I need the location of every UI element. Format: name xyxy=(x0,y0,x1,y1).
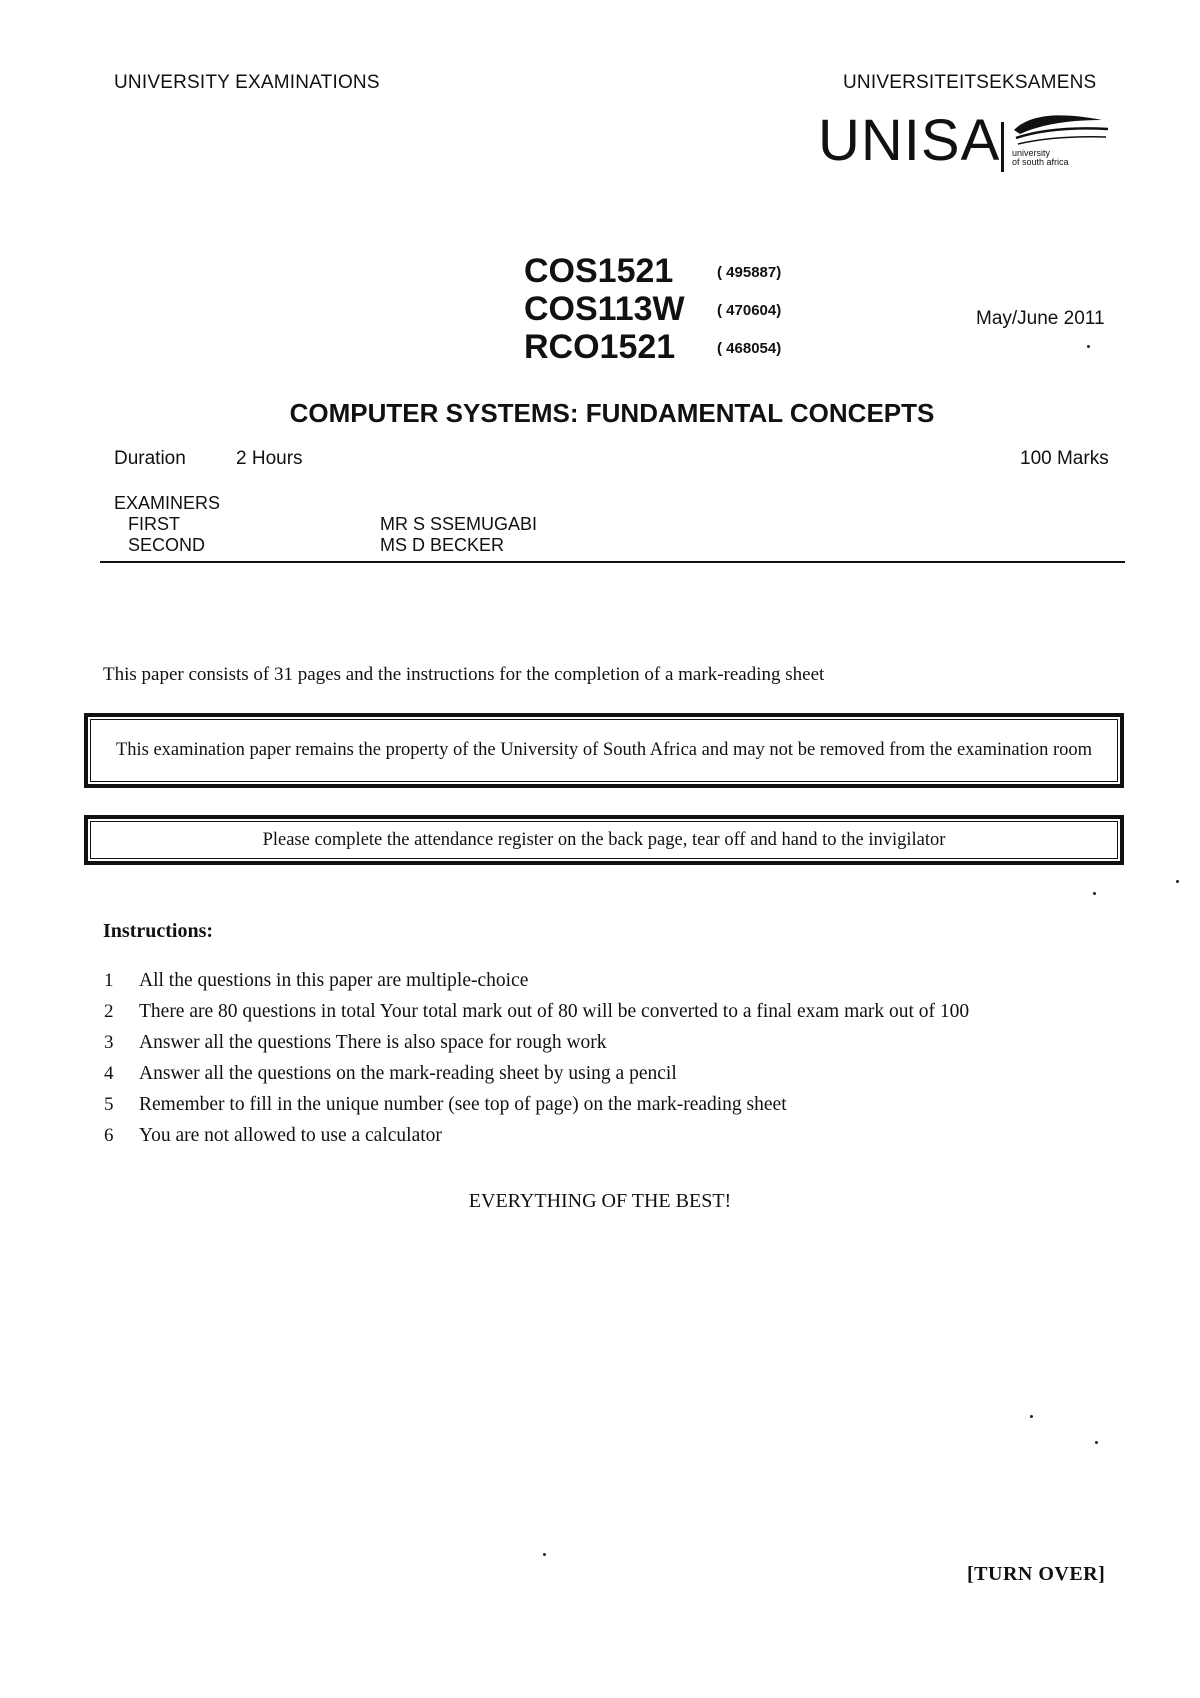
examiners-heading: EXAMINERS xyxy=(114,493,221,513)
scan-speck xyxy=(1176,880,1179,883)
instruction-number: 1 xyxy=(104,970,114,991)
instruction-number: 5 xyxy=(104,1094,114,1115)
unisa-logo: UNISA xyxy=(818,108,1001,173)
scan-speck xyxy=(1087,345,1090,348)
instruction-text: Answer all the questions on the mark-reading sheet by using a pencil xyxy=(139,1063,677,1084)
attendance-notice-text: Please complete the attendance register on the back page, tear off and hand to the invigilator xyxy=(90,821,1118,859)
scan-speck xyxy=(1030,1415,1033,1418)
first-examiner-name: MR S SSEMUGABI xyxy=(380,514,538,534)
property-notice-box xyxy=(84,713,1124,788)
instruction-number: 6 xyxy=(104,1125,114,1146)
scan-speck xyxy=(1095,1441,1098,1444)
exam-date: May/June 2011 xyxy=(976,308,1105,329)
property-notice-text: This examination paper remains the property of the University of South Africa and may not be removed from the examination room xyxy=(90,719,1118,782)
second-examiner-name: MS D BECKER xyxy=(380,535,505,555)
course-code: COS113W xyxy=(524,290,685,328)
farewell-message: EVERYTHING OF THE BEST! xyxy=(468,1190,732,1212)
course-code: RCO1521 xyxy=(524,328,676,366)
logo-divider xyxy=(1001,122,1004,172)
duration-value: 2 Hours xyxy=(236,448,303,469)
instruction-text: You are not allowed to use a calculator xyxy=(139,1125,442,1146)
instruction-text: Remember to fill in the unique number (see top of page) on the mark-reading sheet xyxy=(139,1094,787,1115)
unique-number: ( 470604) xyxy=(717,302,782,319)
course-code: COS1521 xyxy=(524,252,674,290)
header-rule xyxy=(100,561,1125,563)
instruction-text: All the questions in this paper are multiple-choice xyxy=(139,970,529,991)
header-right: UNIVERSITEITSEKSAMENS xyxy=(843,72,1097,93)
logo-subtitle-2: of south africa xyxy=(1012,157,1069,167)
instruction-number: 2 xyxy=(104,1001,114,1022)
first-examiner-label: FIRST xyxy=(128,514,180,534)
scan-speck xyxy=(1093,892,1096,895)
attendance-notice-box xyxy=(84,815,1124,865)
subject-title: COMPUTER SYSTEMS: FUNDAMENTAL CONCEPTS xyxy=(289,398,935,428)
instruction-number: 4 xyxy=(104,1063,114,1084)
instruction-text: Answer all the questions There is also space for rough work xyxy=(139,1032,607,1053)
logo-subtitle-1: university xyxy=(1012,148,1051,158)
turn-over-footer: [TURN OVER] xyxy=(967,1563,1106,1585)
instruction-text: There are 80 questions in total Your total mark out of 80 will be converted to a final exam mark out of 100 xyxy=(139,1001,970,1022)
unique-number: ( 468054) xyxy=(717,340,782,357)
total-marks: 100 Marks xyxy=(1020,448,1109,469)
duration-label: Duration xyxy=(114,448,186,469)
unique-number: ( 495887) xyxy=(717,264,782,281)
scan-speck xyxy=(543,1553,546,1556)
instruction-number: 3 xyxy=(104,1032,114,1053)
instructions-heading: Instructions: xyxy=(103,920,214,942)
header-left: UNIVERSITY EXAMINATIONS xyxy=(114,72,380,93)
paper-consists-note: This paper consists of 31 pages and the instructions for the completion of a mark-reading sheet xyxy=(103,664,825,685)
unisa-swoosh-icon xyxy=(1010,110,1110,150)
second-examiner-label: SECOND xyxy=(128,535,206,555)
